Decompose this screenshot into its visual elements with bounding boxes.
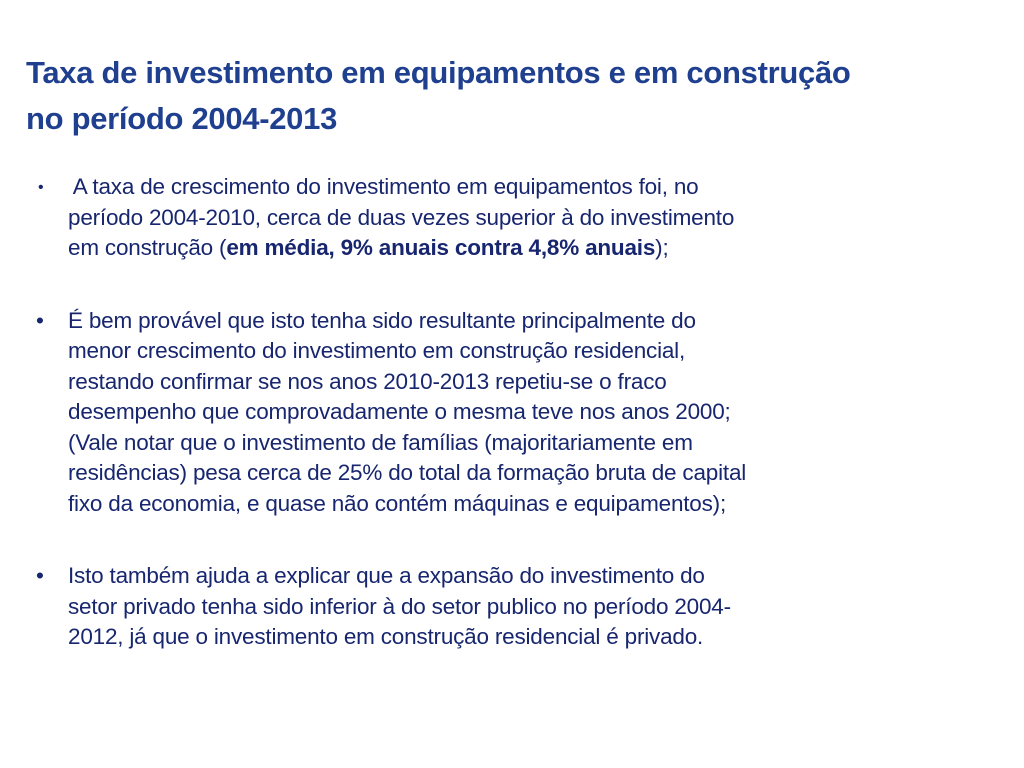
bullet-3-line-2: setor privado tenha sido inferior à do setor publico no período 2004- xyxy=(68,593,731,619)
bullet-item-3 xyxy=(0,561,1000,653)
bullet-1-line-3 xyxy=(68,233,1000,264)
bullet-list xyxy=(0,172,1000,653)
bullet-2-line-3: restando confirmar se nos anos 2010-2013 repetiu-se o fraco xyxy=(68,368,667,394)
bullet-2-line-2: menor crescimento do investimento em construção residencial, xyxy=(68,338,686,363)
bullet-marker: • xyxy=(36,307,44,333)
slide-title-line-2: no período 2004-2013 xyxy=(26,101,338,136)
bullet-2-line-1: É bem provável que isto tenha sido resultante principalmente do xyxy=(68,307,696,333)
bullet-2-line-5: (Vale notar que o investimento de famílias (majoritariamente em xyxy=(68,429,693,455)
bullet-2-line-6: residências) pesa cerca de 25% do total da formação bruta de capital xyxy=(68,460,747,485)
slide-title-line-1: Taxa de investimento em equipamentos e em construção xyxy=(26,55,851,90)
bullet-2-line-4: desempenho que comprovadamente o mesma teve nos anos 2000; xyxy=(68,399,731,424)
bullet-1-line-2: período 2004-2010, cerca de duas vezes superior à do investimento xyxy=(68,204,735,230)
bullet-3-line-1: Isto também ajuda a explicar que a expansão do investimento do xyxy=(68,563,705,588)
bullet-marker: • xyxy=(38,179,44,196)
bullet-1-line-3-prefix: em construção ( xyxy=(68,235,227,260)
bullet-1-line-1: A taxa de crescimento do investimento em equipamentos foi, no xyxy=(68,174,699,199)
slide-title xyxy=(26,50,986,142)
bullet-item-1 xyxy=(0,172,1000,264)
bullet-3-line-3: 2012, já que o investimento em construção residencial é privado. xyxy=(68,624,704,649)
bullet-marker: • xyxy=(36,563,44,588)
bullet-1-emphasis: em média, 9% anuais contra 4,8% anuais xyxy=(226,235,656,260)
bullet-1-line-3-suffix: ); xyxy=(655,235,669,260)
bullet-item-2 xyxy=(0,306,1000,520)
bullet-2-line-7: fixo da economia, e quase não contém máquinas e equipamentos); xyxy=(68,490,727,516)
